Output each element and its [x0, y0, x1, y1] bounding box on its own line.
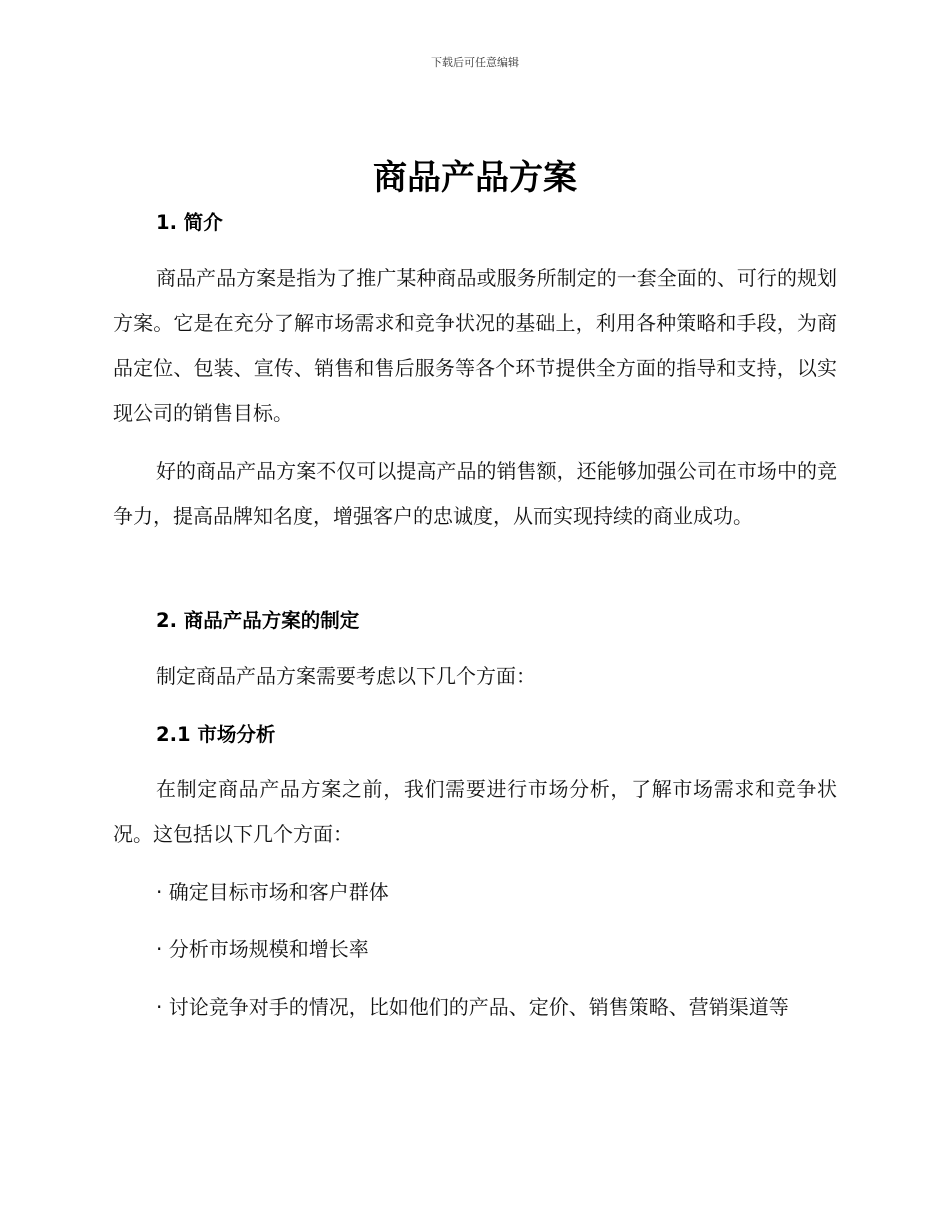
document-title: 商品产品方案 [373, 158, 577, 198]
making-paragraph-1: 制定商品产品方案需要考虑以下几个方面： [156, 664, 536, 688]
header-note: 下载后可任意编辑 [431, 56, 519, 69]
intro-paragraph-2: 好的商品产品方案不仅可以提高产品的销售额，还能够加强公司在市场中的竞争力，提高品牌知名度，增强客户的忠诚度，从而实现持续的商业成功。 [113, 459, 837, 528]
intro-paragraph-1: 商品产品方案是指为了推广某种商品或服务所制定的一套全面的、可行的规划方案。它是在充分了解市场需求和竞争状况的基础上，利用各种策略和手段，为商品定位、包装、宣传、销售和售后服务等各个环节提供全方面的指导和支持，以实现公司的销售目标。 [113, 266, 837, 425]
bullet-item: · 分析市场规模和增长率 [156, 937, 369, 961]
market-paragraph-1: 在制定商品产品方案之前，我们需要进行市场分析，了解市场需求和竞争状况。这包括以下几个方面： [113, 777, 837, 846]
bullet-item: · 讨论竞争对手的情况，比如他们的产品、定价、销售策略、营销渠道等 [156, 995, 789, 1019]
section-heading-market: 2.1 市场分析 [156, 723, 276, 746]
section-heading-intro: 1. 简介 [156, 211, 223, 234]
section-heading-making: 2. 商品产品方案的制定 [156, 609, 360, 632]
bullet-item: · 确定目标市场和客户群体 [156, 880, 389, 904]
